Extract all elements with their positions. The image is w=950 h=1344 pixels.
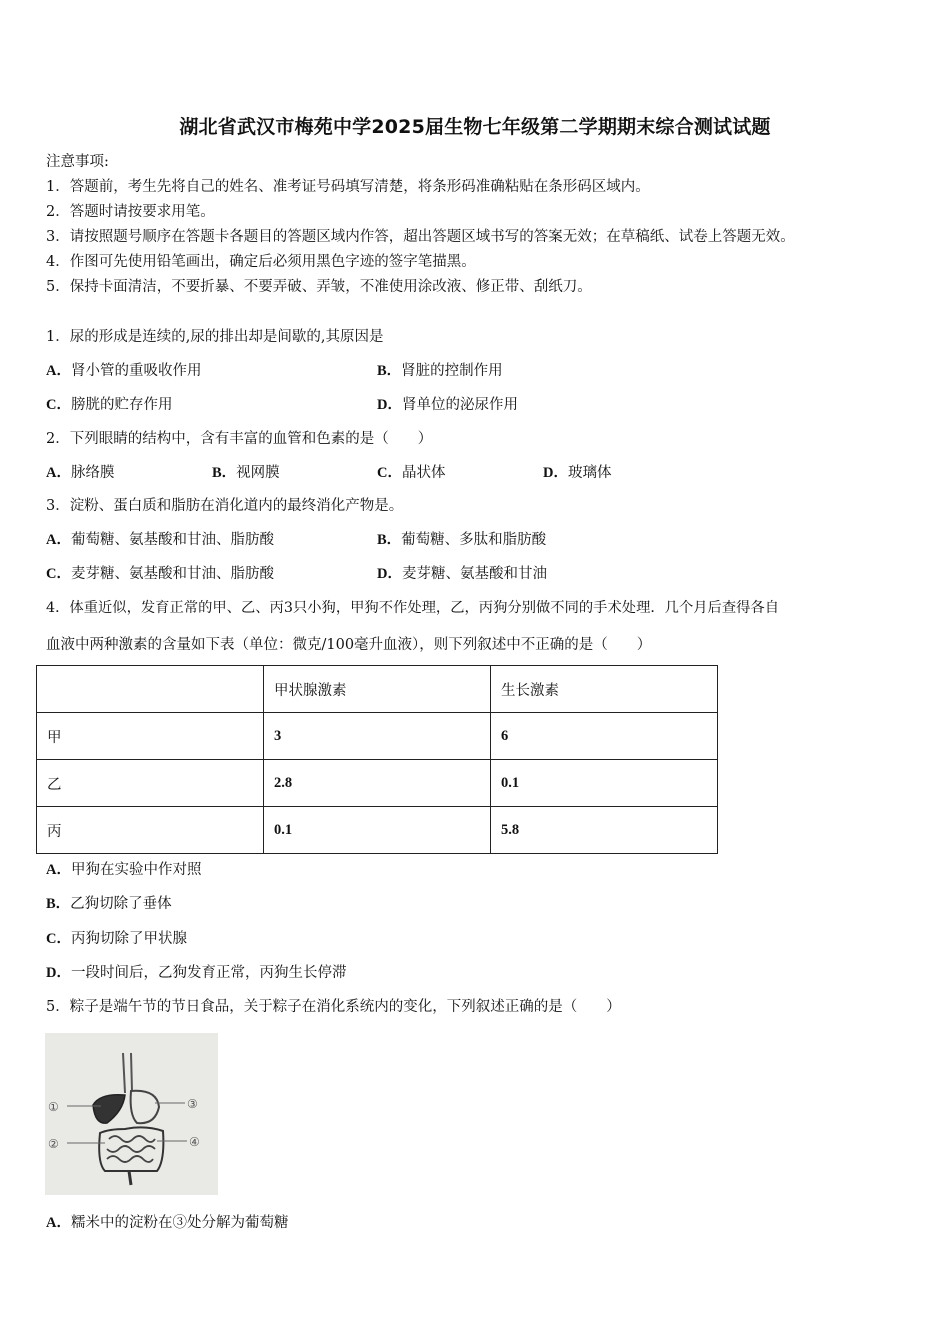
table-header-row xyxy=(37,666,718,713)
notice-item: 4．作图可先使用铅笔画出，确定后必须用黑色字迹的签字笔描黑。 xyxy=(46,254,476,270)
notice-heading: 注意事项: xyxy=(46,154,109,170)
table-cell: 乙 xyxy=(37,760,264,807)
option-d: D．一段时间后，乙狗发育正常，丙狗生长停滞 xyxy=(46,965,347,981)
hormone-table xyxy=(36,665,718,854)
option-d: D．麦芽糖、氨基酸和甘油 xyxy=(377,566,547,582)
question-stem: 5．粽子是端午节的节日食品，关于粽子在消化系统内的变化，下列叙述正确的是（ ） xyxy=(46,999,621,1015)
question-stem: 1．尿的形成是连续的,尿的排出却是间歇的,其原因是 xyxy=(46,329,384,345)
figure-label-4: ④ xyxy=(189,1135,200,1149)
table-row xyxy=(37,760,718,807)
option-c: C．晶状体 xyxy=(377,465,446,481)
notice-item: 3．请按照题号顺序在答题卡各题目的答题区域内作答，超出答题区域书写的答案无效；在草稿纸、试卷上答题无效。 xyxy=(46,229,795,245)
option-a: A．葡萄糖、氨基酸和甘油、脂肪酸 xyxy=(46,532,274,548)
table-cell: 2.8 xyxy=(264,760,491,807)
notice-item: 5．保持卡面清洁，不要折暴、不要弄破、弄皱，不准使用涂改液、修正带、刮纸刀。 xyxy=(46,279,592,295)
table-cell: 6 xyxy=(491,713,718,760)
option-d: D．肾单位的泌尿作用 xyxy=(377,397,518,413)
notice-item: 1．答题前，考生先将自己的姓名、准考证号码填写清楚，将条形码准确粘贴在条形码区域内。 xyxy=(46,179,650,195)
notice-item: 2．答题时请按要求用笔。 xyxy=(46,204,215,220)
question-stem: 3．淀粉、蛋白质和脂肪在消化道内的最终消化产物是。 xyxy=(46,498,404,514)
table-cell: 3 xyxy=(264,713,491,760)
table-row xyxy=(37,807,718,854)
table-row xyxy=(37,713,718,760)
figure-label-2: ② xyxy=(48,1137,59,1151)
page-title: 湖北省武汉市梅苑中学2025届生物七年级第二学期期末综合测试试题 xyxy=(179,116,771,138)
option-a: A．肾小管的重吸收作用 xyxy=(46,363,202,379)
option-a: A．脉络膜 xyxy=(46,465,115,481)
table-cell: 5.8 xyxy=(491,807,718,854)
table-cell: 0.1 xyxy=(264,807,491,854)
option-c: C．丙狗切除了甲状腺 xyxy=(46,931,187,947)
question-stem: 4．体重近似，发育正常的甲、乙、丙3只小狗，甲狗不作处理，乙，丙狗分别做不同的手术处理．几个月后查得各自 xyxy=(46,600,780,616)
option-b: B．乙狗切除了垂体 xyxy=(46,896,172,912)
option-c: C．麦芽糖、氨基酸和甘油、脂肪酸 xyxy=(46,566,274,582)
option-d: D．玻璃体 xyxy=(543,465,612,481)
option-a: A．甲狗在实验中作对照 xyxy=(46,862,202,878)
question-stem: 血液中两种激素的含量如下表（单位：微克/100毫升血液），则下列叙述中不正确的是（ ） xyxy=(46,637,652,653)
figure-label-3: ③ xyxy=(187,1097,198,1111)
table-header-cell: 甲状腺激素 xyxy=(264,666,491,713)
option-b: B．视网膜 xyxy=(212,465,280,481)
option-b: B．葡萄糖、多肽和脂肪酸 xyxy=(377,532,547,548)
option-c: C．膀胱的贮存作用 xyxy=(46,397,173,413)
table-header-cell xyxy=(37,666,264,713)
question-stem: 2．下列眼睛的结构中，含有丰富的血管和色素的是（ ） xyxy=(46,431,433,447)
table-header-cell: 生长激素 xyxy=(491,666,718,713)
table-cell: 甲 xyxy=(37,713,264,760)
digestive-system-figure xyxy=(45,1033,218,1195)
option-a: A．糯米中的淀粉在③处分解为葡萄糖 xyxy=(46,1215,289,1231)
table-cell: 丙 xyxy=(37,807,264,854)
table-cell: 0.1 xyxy=(491,760,718,807)
figure-label-1: ① xyxy=(48,1100,59,1114)
option-b: B．肾脏的控制作用 xyxy=(377,363,503,379)
